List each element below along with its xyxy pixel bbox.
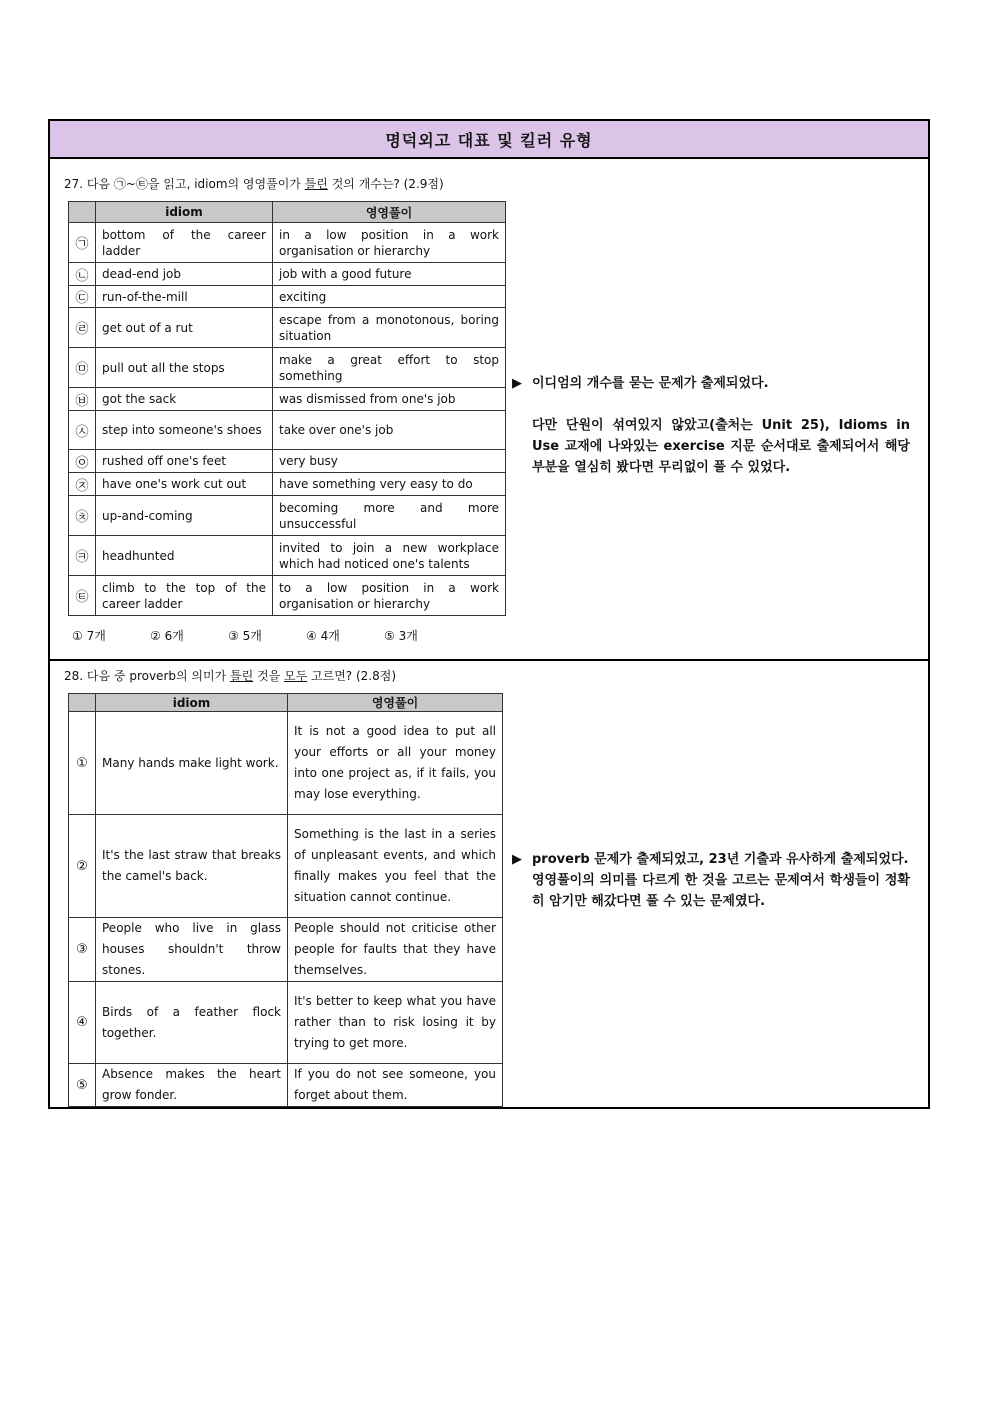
idiom-cell-text: rushed off one's feet: [102, 454, 227, 468]
row-marker: [69, 348, 96, 388]
table-row: [69, 411, 506, 450]
definition-cell: [288, 1064, 503, 1107]
prompt-text: 다음 중 proverb의 의미가: [86, 669, 230, 683]
row-marker: [69, 918, 96, 982]
table-row: [69, 712, 503, 815]
idiom-cell-text: have one's work cut out: [102, 477, 247, 491]
row-marker: [69, 496, 96, 536]
table-row: [69, 450, 506, 473]
question-28-prompt: [64, 667, 396, 684]
option-2[interactable]: ② 6개: [150, 629, 184, 643]
definition-cell-text: in a low position in a work organisation or hierarchy: [279, 227, 499, 258]
idiom-cell: [96, 712, 288, 815]
definition-cell: [288, 815, 503, 918]
answer-options: [72, 627, 462, 644]
triangle-bullet-icon: ▶: [512, 852, 522, 867]
row-marker-text: ⑤: [76, 1077, 88, 1093]
definition-cell-text: take over one's job: [279, 423, 394, 437]
definition-cell: [273, 388, 506, 411]
commentary-title: 이디엄의 개수를 묻는 문제가 출제되었다.: [532, 376, 769, 391]
idiom-cell-text: Absence makes the heart grow fonder.: [102, 1067, 281, 1102]
idiom-cell-text: bottom of the career ladder: [102, 227, 266, 258]
row-marker-text: ㉪: [75, 550, 89, 565]
row-marker: [69, 712, 96, 815]
question-number: 28.: [64, 669, 84, 683]
row-marker-text: ㉨: [75, 478, 89, 494]
table-row: [69, 1064, 503, 1107]
commentary-body: 영영풀이의 의미를 다르게 한 것을 고르는 문제여서 학생들이 정확히 암기만 해갔다면 풀 수 있는 문제였다.: [532, 873, 910, 909]
definition-cell: [273, 223, 506, 263]
row-marker: [69, 473, 96, 496]
row-marker-text: ③: [76, 942, 88, 957]
definition-cell-text: It's better to keep what you have rather than to risk losing it by trying to get more.: [294, 994, 496, 1050]
definition-cell-text: escape from a monotonous, boring situation: [279, 312, 499, 343]
table-row: [69, 308, 506, 348]
idiom-cell-text: get out of a rut: [102, 320, 193, 335]
definition-cell: [273, 286, 506, 308]
banner-title: 명덕외고 대표 및 킬러 유형: [50, 121, 928, 159]
row-marker: [69, 308, 96, 348]
row-marker-text: ㉤: [75, 362, 89, 377]
header-definition: 영영풀이: [273, 202, 506, 223]
idiom-cell-text: up-and-coming: [102, 508, 193, 523]
idiom-cell: [96, 473, 273, 496]
commentary-title: proverb 문제가 출제되었고, 23년 기출과 유사하게 출제되었다.: [532, 852, 909, 867]
row-marker: [69, 450, 96, 473]
definition-cell-text: make a great effort to stop something: [279, 352, 499, 383]
definition-cell-text: exciting: [279, 289, 327, 304]
definition-cell: [273, 536, 506, 576]
idiom-cell: [96, 815, 288, 918]
row-marker-text: ㉧: [75, 455, 89, 471]
definition-cell-text: to a low position in a work organisation or hierarchy: [279, 580, 499, 611]
idiom-cell: [96, 982, 288, 1064]
idiom-cell-text: dead-end job: [102, 267, 182, 281]
exam-sheet: [48, 119, 930, 1109]
definition-cell: [288, 712, 503, 815]
table-row: [69, 536, 506, 576]
definition-cell: [273, 411, 506, 450]
row-marker: [69, 388, 96, 411]
row-marker-text: ②: [76, 858, 88, 874]
table-row: [69, 982, 503, 1064]
header-definition: 영영풀이: [288, 694, 503, 712]
idiom-cell: [96, 496, 273, 536]
row-marker: [69, 286, 96, 308]
option-5[interactable]: ⑤ 3개: [384, 629, 418, 643]
definition-cell-text: have something very easy to do: [279, 477, 473, 491]
idiom-cell-text: People who live in glass houses shouldn't throw stones.: [102, 921, 281, 977]
header-blank: [69, 202, 96, 223]
idiom-cell: [96, 263, 273, 286]
question-number: 27.: [64, 177, 84, 191]
definition-cell-text: Something is the last in a series of unpleasant events, and which finally makes you feel that the situation cannot continue.: [294, 827, 496, 904]
proverb-table-28: [68, 693, 503, 1107]
idiom-cell-text: step into someone's shoes: [102, 423, 262, 437]
option-3[interactable]: ③ 5개: [228, 629, 262, 643]
definition-cell-text: becoming more and more unsuccessful: [279, 500, 499, 531]
row-marker-text: ㉡: [75, 268, 89, 284]
table-row: [69, 348, 506, 388]
definition-cell: [273, 576, 506, 616]
definition-cell-text: was dismissed from one's job: [279, 392, 456, 406]
prompt-underline: 틀린: [304, 177, 328, 191]
definition-cell-text: People should not criticise other people for faults that they have themselves.: [294, 921, 496, 977]
row-marker-text: ㉣: [75, 322, 89, 337]
table-row: [69, 918, 503, 982]
question-27-prompt: [64, 175, 444, 192]
table-row: [69, 388, 506, 411]
idiom-cell: [96, 223, 273, 263]
idiom-cell: [96, 388, 273, 411]
row-marker-text: ㉥: [75, 393, 89, 409]
row-marker: [69, 576, 96, 616]
definition-cell: [288, 918, 503, 982]
row-marker-text: ㉠: [75, 237, 89, 252]
row-marker: [69, 411, 96, 450]
prompt-text: 것을: [253, 669, 285, 683]
idiom-cell-text: headhunted: [102, 548, 175, 563]
row-marker-text: ㉢: [75, 291, 89, 306]
table-row: [69, 223, 506, 263]
definition-cell: [273, 450, 506, 473]
idiom-table-27: [68, 201, 506, 616]
definition-cell: [273, 263, 506, 286]
prompt-text: 고르면? (2.8점): [307, 669, 397, 683]
table-row: [69, 576, 506, 616]
definition-cell: [273, 348, 506, 388]
row-marker: [69, 223, 96, 263]
definition-cell-text: very busy: [279, 454, 338, 468]
question-28-section: [50, 661, 928, 1109]
prompt-text: 것의 개수는? (2.9점): [327, 177, 444, 191]
triangle-bullet-icon: ▶: [512, 376, 522, 391]
row-marker: [69, 982, 96, 1064]
option-4[interactable]: ④ 4개: [306, 629, 340, 643]
idiom-cell: [96, 308, 273, 348]
header-blank: [69, 694, 96, 712]
row-marker: [69, 1064, 96, 1107]
definition-cell-text: invited to join a new workplace which had noticed one's talents: [279, 540, 499, 571]
definition-cell-text: job with a good future: [279, 267, 412, 281]
row-marker-text: ①: [76, 755, 88, 771]
commentary-27: [512, 373, 910, 478]
idiom-cell-text: Birds of a feather flock together.: [102, 1004, 281, 1040]
question-27-section: [50, 159, 928, 661]
definition-cell: [273, 473, 506, 496]
option-1[interactable]: ① 7개: [72, 629, 106, 643]
table-row: [69, 815, 503, 918]
definition-cell: [273, 308, 506, 348]
idiom-cell: [96, 286, 273, 308]
idiom-cell: [96, 348, 273, 388]
idiom-cell: [96, 1064, 288, 1107]
idiom-cell-text: climb to the top of the career ladder: [102, 580, 266, 611]
table-row: [69, 286, 506, 308]
idiom-cell-text: pull out all the stops: [102, 360, 225, 375]
prompt-underline: 틀린: [230, 669, 254, 683]
row-marker: [69, 536, 96, 576]
row-marker-text: ㉩: [75, 510, 89, 525]
idiom-cell-text: got the sack: [102, 392, 177, 406]
row-marker-text: ㉫: [75, 590, 89, 605]
row-marker-text: ④: [76, 1015, 88, 1030]
definition-cell-text: It is not a good idea to put all your efforts or all your money into one project as, if it fails, you may lose everything.: [294, 724, 496, 801]
table-row: [69, 263, 506, 286]
definition-cell-text: If you do not see someone, you forget about them.: [294, 1067, 496, 1102]
idiom-cell: [96, 450, 273, 473]
table-row: [69, 473, 506, 496]
commentary-body: 다만 단원이 섞여있지 않았고(출처는 Unit 25), Idioms in Use 교재에 나와있는 exercise 지문 순서대로 출제되어서 해당 부분을 열심히 봤다면 무리없이 풀 수 있었다.: [532, 418, 910, 475]
idiom-cell: [96, 576, 273, 616]
commentary-28: [512, 849, 910, 912]
header-idiom: idiom: [96, 202, 273, 223]
idiom-cell-text: run-of-the-mill: [102, 289, 188, 304]
idiom-cell: [96, 918, 288, 982]
row-marker: [69, 263, 96, 286]
header-idiom: idiom: [96, 694, 288, 712]
idiom-cell: [96, 536, 273, 576]
row-marker: [69, 815, 96, 918]
prompt-underline: 모두: [284, 669, 308, 683]
idiom-cell: [96, 411, 273, 450]
prompt-text: 다음 ㉠~㉫을 읽고, idiom의 영영풀이가: [86, 177, 305, 191]
idiom-cell-text: It's the last straw that breaks the camel's back.: [102, 848, 281, 883]
table-row: [69, 496, 506, 536]
definition-cell: [288, 982, 503, 1064]
row-marker-text: ㉦: [75, 424, 89, 440]
idiom-cell-text: Many hands make light work.: [102, 755, 279, 770]
definition-cell: [273, 496, 506, 536]
